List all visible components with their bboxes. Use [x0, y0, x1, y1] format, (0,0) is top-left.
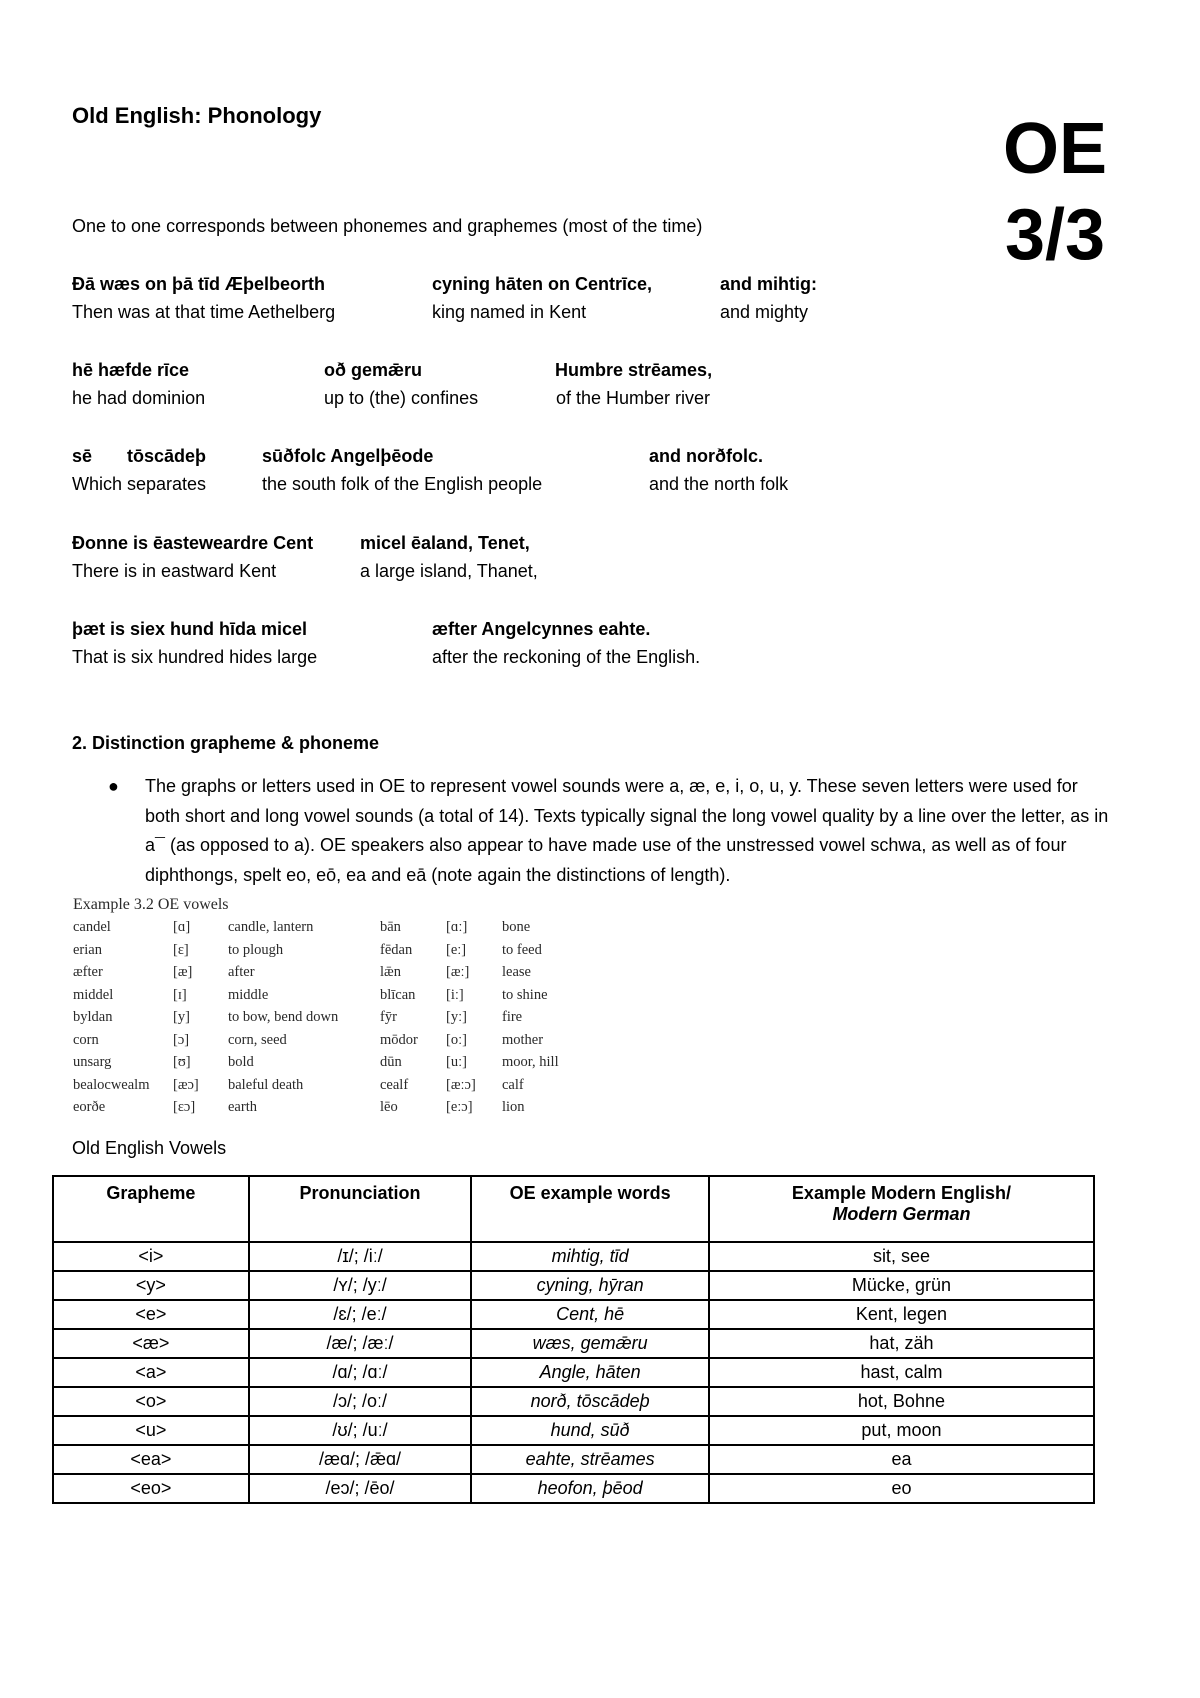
poem-translation: king named in Kent: [432, 302, 587, 322]
oe-example-cell: heofon, þēod: [471, 1474, 709, 1503]
pronunciation-cell: /ɛ/; /eː/: [249, 1300, 472, 1329]
example-ipa: [ɑː]: [446, 919, 468, 935]
poem-oe-line: þæt is siex hund hīda micel: [72, 619, 308, 639]
oe-example-cell: eahte, strēames: [471, 1445, 709, 1474]
example-gloss: mother: [502, 1031, 544, 1048]
table-row: [53, 1416, 1094, 1445]
oe-example-cell: cyning, hȳran: [471, 1271, 709, 1300]
example-word: lēo: [380, 1099, 398, 1115]
modern-example-cell: Mücke, grün: [709, 1271, 1094, 1300]
table-header-row: [53, 1176, 1094, 1242]
column-header: Pronunciation: [249, 1176, 472, 1242]
example-word: mōdor: [380, 1031, 418, 1048]
poem-oe-line: cyning hāten on Centrīce,: [432, 274, 653, 294]
example-word: cealf: [380, 1076, 409, 1093]
example-ipa: [iː]: [446, 986, 464, 1003]
poem-translation: after the reckoning of the English.: [432, 647, 701, 667]
poem-translation: the south folk of the English people: [262, 474, 543, 494]
example-gloss: calf: [502, 1076, 524, 1093]
grapheme-cell: <i>: [53, 1242, 249, 1271]
example-word: fēdan: [380, 941, 413, 958]
example-gloss: candle, lantern: [228, 919, 314, 935]
example-gloss: earth: [228, 1099, 257, 1115]
example-word: byldan: [73, 1009, 113, 1025]
page-title: Old English: Phonology: [72, 103, 322, 128]
modern-example-cell: hat, zäh: [709, 1329, 1094, 1358]
pronunciation-cell: /ɑ/; /ɑː/: [249, 1358, 472, 1387]
intro-text: One to one corresponds between phonemes and graphemes (most of the time): [72, 216, 703, 236]
poem-oe-line: Ðonne is ēasteweardre Cent: [72, 533, 314, 553]
modern-example-cell: ea: [709, 1445, 1094, 1474]
grapheme-cell: <æ>: [53, 1329, 249, 1358]
poem-translation: he had dominion: [72, 388, 206, 408]
table-row: [53, 1474, 1094, 1503]
table-row: [53, 1387, 1094, 1416]
poem-translation: That is six hundred hides large: [72, 647, 318, 667]
poem-translation: Then was at that time Aethelberg: [72, 302, 336, 322]
example-ipa: [eːɔ]: [446, 1099, 473, 1115]
table-caption: Old English Vowels: [72, 1138, 227, 1158]
modern-example-cell: hast, calm: [709, 1358, 1094, 1387]
modern-example-cell: eo: [709, 1474, 1094, 1503]
table-row: [53, 1242, 1094, 1271]
poem-translation: There is in eastward Kent: [72, 561, 277, 581]
example-gloss: lion: [502, 1099, 525, 1115]
example-gloss: bold: [228, 1054, 254, 1070]
poem-oe-line: sūðfolc Angelþēode: [262, 446, 434, 466]
example-word: unsarg: [73, 1054, 112, 1070]
example-word: dūn: [380, 1054, 402, 1070]
column-header: Grapheme: [53, 1176, 249, 1242]
poem-oe-line: hē hæfde rīce: [72, 360, 190, 380]
pronunciation-cell: /æɑ/; /ǣɑ/: [249, 1445, 472, 1474]
table-row: [53, 1271, 1094, 1300]
table-row: [53, 1445, 1094, 1474]
poem-oe-line: æfter Angelcynnes eahte.: [432, 619, 651, 639]
poem-translation: up to (the) confines: [324, 388, 479, 408]
pronunciation-cell: /ɪ/; /iː/: [249, 1242, 472, 1271]
oe-example-cell: mihtig, tīd: [471, 1242, 709, 1271]
bullet-paragraph: The graphs or letters used in OE to represent vowel sounds were a, æ, e, i, o, u, y. These seven letters were used for both short and long vowel sounds (a total of 14). Texts typically signal the long vowel quality by a line over the letter, as in a¯ (as opposed to a). OE speakers also appear to have made use of the unstressed vowel schwa, as well as of four diphthongs, spelt eo, eō, ea and eā (note again the distinctions of length).: [145, 776, 1109, 885]
example-ipa: [ɛ]: [173, 941, 189, 958]
poem-oe-line: oð gemǣru: [324, 360, 423, 380]
poem-translation: Which separates: [72, 474, 207, 494]
example-ipa: [æː]: [446, 964, 470, 980]
example-ipa: [æ]: [173, 964, 193, 980]
table-row: [53, 1300, 1094, 1329]
section-heading: 2. Distinction grapheme & phoneme: [72, 733, 380, 753]
poem-oe-line: and mihtig:: [720, 274, 817, 294]
example-figure-title: Example 3.2 OE vowels: [73, 896, 229, 913]
poem-translation: and the north folk: [649, 474, 789, 494]
example-ipa: [oː]: [446, 1031, 467, 1048]
grapheme-cell: <ea>: [53, 1445, 249, 1474]
pronunciation-cell: /æ/; /æː/: [249, 1329, 472, 1358]
example-gloss: after: [228, 964, 255, 980]
example-gloss: baleful death: [228, 1076, 304, 1093]
example-word: bān: [380, 919, 401, 935]
table-row: [53, 1329, 1094, 1358]
column-header: [709, 1176, 1094, 1242]
modern-example-cell: Kent, legen: [709, 1300, 1094, 1329]
example-gloss: moor, hill: [502, 1054, 559, 1070]
example-word: lǣn: [380, 964, 401, 980]
modern-example-cell: sit, see: [709, 1242, 1094, 1271]
poem-translation: a large island, Thanet,: [360, 561, 538, 581]
grapheme-cell: <u>: [53, 1416, 249, 1445]
pronunciation-cell: /eɔ/; /ēo/: [249, 1474, 472, 1503]
bullet-icon: ●: [108, 776, 119, 796]
poem-oe-line: Ðā wæs on þā tīd Æþelbeorth: [72, 274, 326, 294]
poem-oe-line: sē: [72, 446, 93, 466]
example-ipa: [ɪ]: [173, 986, 187, 1003]
pronunciation-cell: /ʊ/; /uː/: [249, 1416, 472, 1445]
grapheme-cell: <e>: [53, 1300, 249, 1329]
poem-translation: and mighty: [720, 302, 809, 322]
example-ipa: [eː]: [446, 941, 467, 958]
example-word: blīcan: [380, 986, 416, 1003]
oe-example-cell: Cent, hē: [471, 1300, 709, 1329]
example-word: erian: [73, 941, 102, 958]
example-ipa: [ʊ]: [173, 1054, 191, 1070]
example-gloss: to feed: [502, 941, 542, 958]
example-gloss: to plough: [228, 941, 284, 958]
poem-oe-line: and norðfolc.: [649, 446, 763, 466]
badge-line-1: OE: [1002, 109, 1108, 189]
example-gloss: bone: [502, 919, 531, 935]
example-gloss: fire: [502, 1009, 523, 1025]
poem-oe-line: tōscādeþ: [127, 446, 207, 466]
example-ipa: [æɔ]: [173, 1076, 199, 1093]
example-ipa: [ɛɔ]: [173, 1099, 196, 1115]
poem-oe-line: micel ēaland, Tenet,: [360, 533, 530, 553]
example-gloss: to bow, bend down: [228, 1009, 339, 1025]
example-gloss: lease: [502, 964, 531, 980]
example-gloss: corn, seed: [228, 1031, 287, 1048]
example-ipa: [y]: [173, 1009, 190, 1025]
badge-line-2: 3/3: [1004, 195, 1106, 275]
example-gloss: middle: [228, 986, 269, 1003]
example-word: æfter: [73, 964, 103, 980]
example-ipa: [yː]: [446, 1009, 467, 1025]
grapheme-cell: <y>: [53, 1271, 249, 1300]
modern-example-cell: put, moon: [709, 1416, 1094, 1445]
oe-example-cell: norð, tōscādeþ: [471, 1387, 709, 1416]
example-word: fȳr: [380, 1009, 397, 1025]
chapter-badge: [975, 106, 1135, 278]
example-word: middel: [73, 986, 114, 1003]
grapheme-cell: <o>: [53, 1387, 249, 1416]
vowels-table: [52, 1175, 1095, 1504]
example-ipa: [æːɔ]: [446, 1076, 476, 1093]
column-header-line: Example Modern English/: [791, 1183, 1011, 1203]
grapheme-cell: <a>: [53, 1358, 249, 1387]
example-word: candel: [73, 919, 111, 935]
pronunciation-cell: /ʏ/; /yː/: [249, 1271, 472, 1300]
poem-translation: of the Humber river: [556, 388, 711, 408]
example-ipa: [ɔ]: [173, 1031, 190, 1048]
example-ipa: [uː]: [446, 1054, 467, 1070]
pronunciation-cell: /ɔ/; /oː/: [249, 1387, 472, 1416]
oe-example-cell: Angle, hāten: [471, 1358, 709, 1387]
oe-example-cell: wæs, gemǣru: [471, 1329, 709, 1358]
example-word: bealocwealm: [73, 1076, 150, 1093]
poem-oe-line: Humbre strēames,: [555, 360, 713, 380]
oe-example-cell: hund, sūð: [471, 1416, 709, 1445]
column-header: OE example words: [471, 1176, 709, 1242]
example-ipa: [ɑ]: [173, 919, 191, 935]
example-gloss: to shine: [502, 986, 548, 1003]
example-word: corn: [73, 1031, 99, 1048]
modern-example-cell: hot, Bohne: [709, 1387, 1094, 1416]
table-row: [53, 1358, 1094, 1387]
column-header-line: Modern German: [832, 1204, 971, 1224]
grapheme-cell: <eo>: [53, 1474, 249, 1503]
example-word: eorðe: [73, 1099, 106, 1115]
